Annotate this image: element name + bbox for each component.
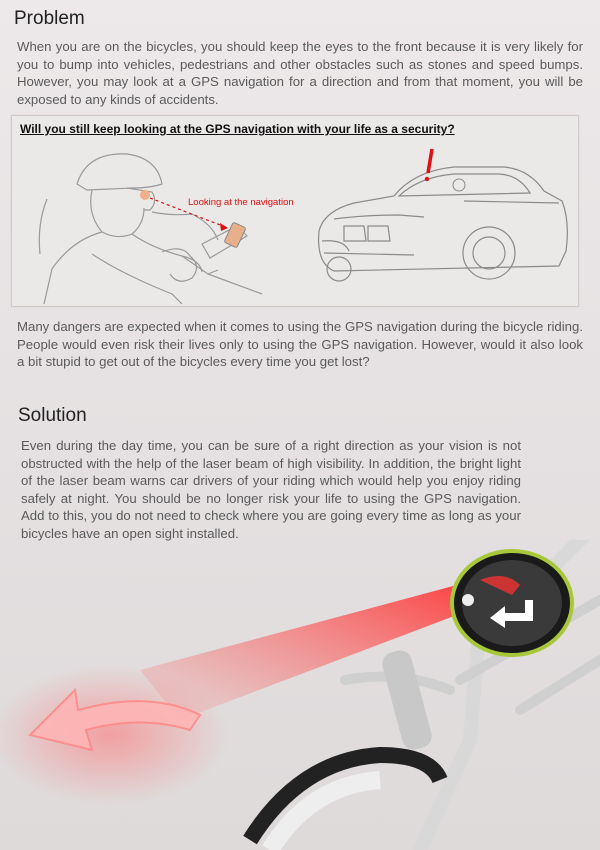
solution-heading: Solution [18, 405, 87, 426]
warning-exclamation-icon [428, 149, 432, 173]
handlebar-grip [380, 648, 435, 752]
rider-eye-marker [140, 190, 150, 200]
cyclist-sketch [32, 144, 302, 304]
solution-text: Even during the day time, you can be sure of a right direction as your vision is not obstructed with the help of the laser beam of high visibility. In addition, the bright light of the laser beam warns car drivers of your riding which would help you enjoy riding safely at night. You should be no longer risk your life to using the GPS navigation. Add to this, you do not need to check where you are going every time as long as your bicycles have an open sight installed. [21, 438, 521, 541]
car-sketch [304, 141, 574, 306]
panel-question: Will you still keep looking at the GPS navigation with your life as a security? [20, 122, 455, 136]
bicycle-laser-scene [0, 540, 600, 850]
problem-intro: When you are on the bicycles, you should keep the eyes to the front because it is very likely for you to bump into vehicles, pedestrians and other obstacles such as stones and speed bumps. However, you may look at a GPS navigation for a direction and from that moment, you will be exposed to any kinds of accidents. [17, 39, 583, 107]
problem-outro: Many dangers are expected when it comes to using the GPS navigation during the bicycle riding. People would even risk their lives only to using the GPS navigation. However, would it also look a bit stupid to get out of the bicycles every time you get lost? [17, 319, 583, 369]
annotation-looking-at-navigation: Looking at the navigation [188, 197, 294, 208]
problem-heading: Problem [14, 8, 85, 29]
gps-device-sketch [224, 222, 246, 248]
gps-laser-device [452, 551, 572, 655]
problem-illustration-panel [11, 115, 579, 307]
